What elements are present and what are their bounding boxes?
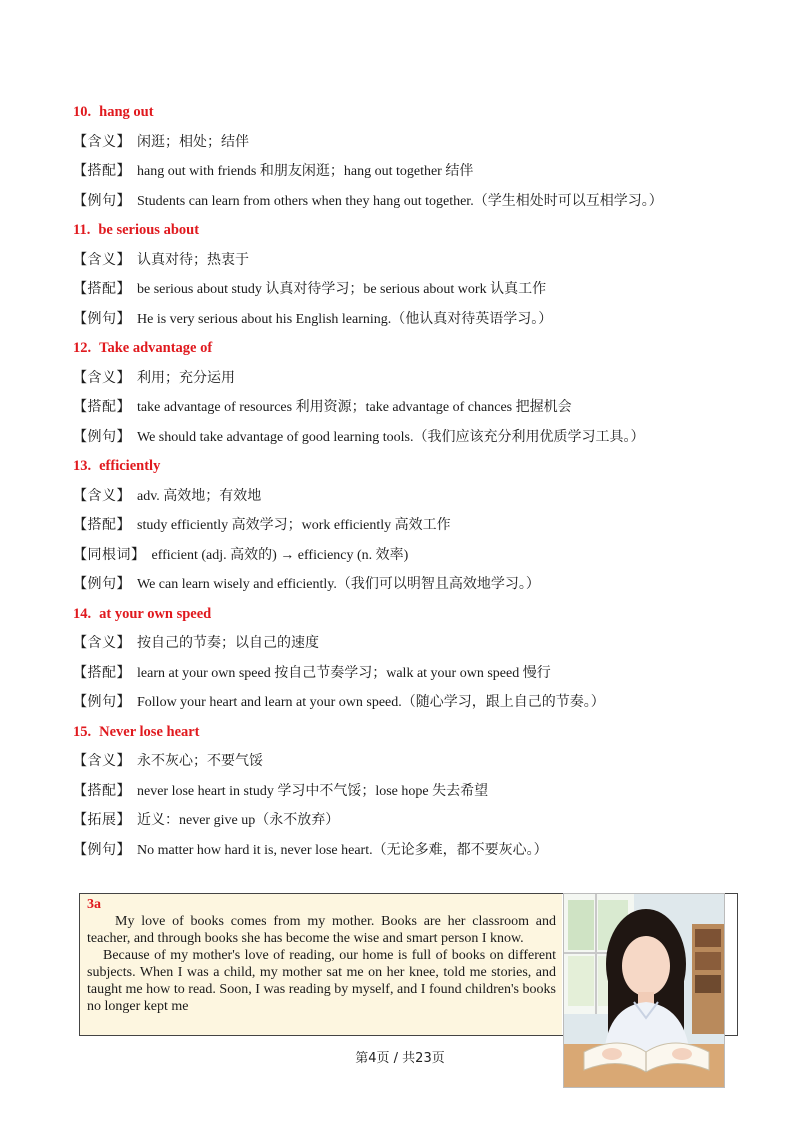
reading-paragraph: Because of my mother's love of reading, our home is full of books on different subjects. When I was a child, my mother sat me on her knee, told me stories, and taught me how to read. Soon, I was reading by myself, and I found children's books no longer kept me (87, 948, 556, 1014)
entry-title: 12. Take advantage of (73, 340, 213, 356)
vocab-entry (73, 334, 733, 452)
vocab-entry (73, 98, 733, 216)
vocab-entry (73, 600, 733, 718)
entry-title: 14. at your own speed (73, 605, 212, 622)
entry-row-example: 【例句】 Students can learn from others when they hang out together.（学生相处时可以互相学习。） (73, 192, 663, 209)
entry-row-cognate: 【同根词】 efficient (adj. 高效的) → efficiency (n. 效率) (73, 546, 409, 563)
reading-paragraph: My love of books comes from my mother. Books are her classroom and teacher, and through books she has become the wise and smart person I know. (87, 914, 556, 946)
entry-row-meaning: 【含义】 闲逛；相处；结伴 (73, 133, 249, 150)
entry-row-collocation: 【搭配】 be serious about study 认真对待学习；be serious about work 认真工作 (73, 281, 547, 297)
entry-row-meaning: 【含义】 永不灰心；不要气馁 (73, 753, 263, 769)
entry-title: 13. efficiently (73, 458, 161, 474)
entry-row-meaning: 【含义】 利用；充分运用 (73, 369, 235, 386)
entry-row-collocation: 【搭配】 take advantage of resources 利用资源；take advantage of chances 把握机会 (73, 399, 572, 415)
entry-row-example: 【例句】 Follow your heart and learn at your own speed.（随心学习，跟上自己的节奏。） (73, 694, 605, 710)
entry-row-collocation: 【搭配】 study efficiently 高效学习；work efficiently 高效工作 (73, 517, 451, 533)
entry-row-meaning: 【含义】 认真对待；热衷于 (73, 251, 249, 268)
vocab-entry (73, 452, 733, 600)
entry-row-collocation: 【搭配】 hang out with friends 和朋友闲逛；hang out together 结伴 (73, 163, 474, 179)
reading-label: 3a (87, 897, 101, 912)
entry-row-example: 【例句】 We can learn wisely and efficiently.（我们可以明智且高效地学习。） (73, 576, 540, 592)
vocab-entry (73, 718, 733, 866)
entry-row-example: 【例句】 We should take advantage of good learning tools.（我们应该充分利用优质学习工具。） (73, 428, 645, 445)
page-number: 第4页 / 共23页 (355, 1051, 445, 1066)
entry-row-meaning: 【含义】 按自己的节奏；以自己的速度 (73, 635, 319, 651)
entry-row-collocation: 【搭配】 learn at your own speed 按自己节奏学习；walk at your own speed 慢行 (73, 664, 551, 681)
entry-row-collocation: 【搭配】 never lose heart in study 学习中不气馁；lose hope 失去希望 (73, 782, 489, 799)
entry-row-example: 【例句】 He is very serious about his English learning.（他认真对待英语学习。） (73, 310, 553, 327)
entry-row-extension: 【拓展】 近义：never give up（永不放弃） (73, 812, 340, 828)
entry-row-meaning: 【含义】 adv. 高效地；有效地 (73, 487, 262, 504)
entry-title: 15. Never lose heart (73, 723, 200, 740)
entry-row-example: 【例句】 No matter how hard it is, never lose heart.（无论多难，都不要灰心。） (73, 841, 548, 858)
vocabulary-entries (73, 98, 733, 865)
reading-passage (80, 894, 562, 1035)
vocab-entry (73, 216, 733, 334)
entry-title: 11. be serious about (73, 222, 200, 238)
entry-title: 10. hang out (73, 104, 154, 120)
